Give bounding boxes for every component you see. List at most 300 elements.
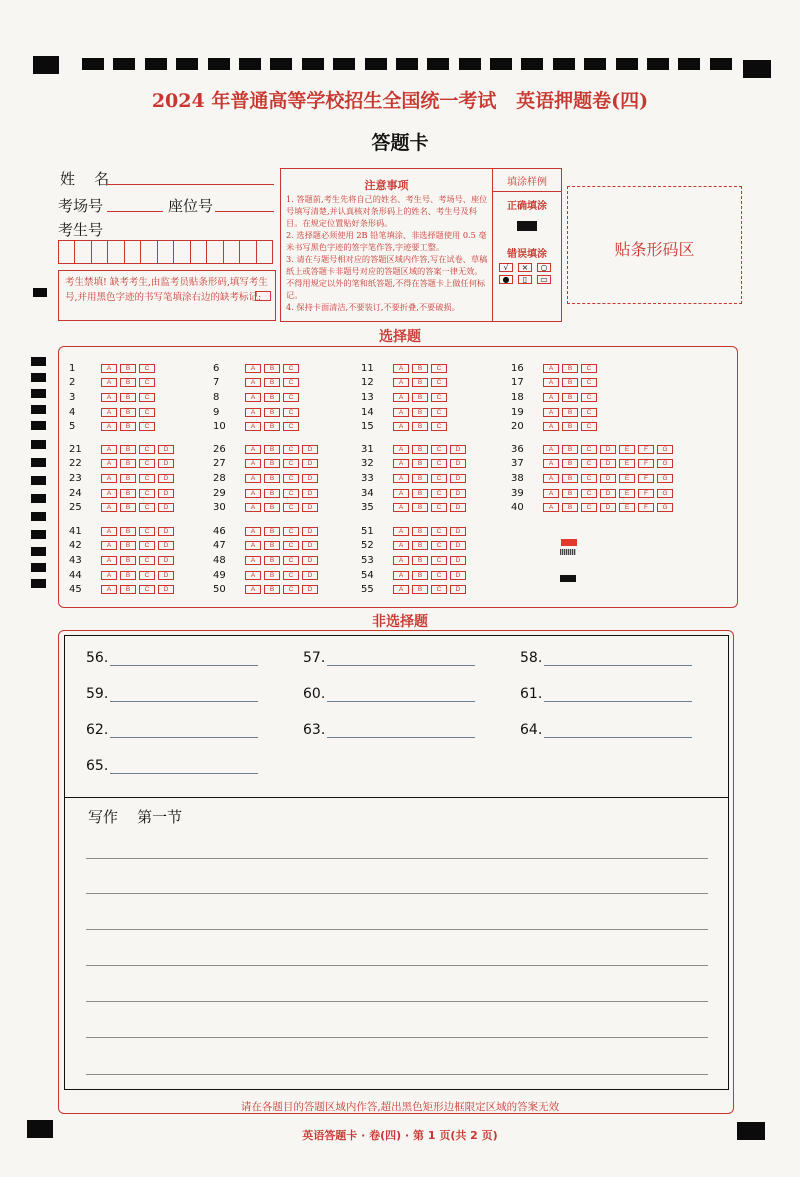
room-field[interactable] — [107, 211, 163, 212]
answer-bubble-d[interactable]: D — [302, 585, 318, 594]
mcq-group — [511, 442, 676, 515]
mcq-question — [213, 442, 321, 457]
answer-bubble-g[interactable]: G — [657, 489, 673, 498]
answer-bubble-c[interactable]: C — [581, 422, 597, 431]
answer-bubble-a[interactable]: A — [245, 503, 261, 512]
answer-bubble-a[interactable]: A — [245, 378, 261, 387]
answer-bubble-a[interactable]: A — [543, 489, 559, 498]
answer-bubble-b[interactable]: B — [264, 393, 280, 402]
answer-bubble-c[interactable]: C — [431, 503, 447, 512]
answer-bubble-b[interactable]: B — [264, 503, 280, 512]
writing-line[interactable] — [86, 1074, 708, 1075]
answer-bubble-d[interactable]: D — [450, 556, 466, 565]
answer-bubble-a[interactable]: A — [393, 541, 409, 550]
answer-bubble-b[interactable]: B — [412, 378, 428, 387]
answer-bubble-a[interactable]: A — [393, 445, 409, 454]
answer-bubble-a[interactable]: A — [245, 459, 261, 468]
answer-bubble-c[interactable]: C — [283, 571, 299, 580]
answer-bubble-b[interactable]: B — [264, 541, 280, 550]
answer-bubble-d[interactable]: D — [158, 541, 174, 550]
answer-bubble-a[interactable]: A — [393, 474, 409, 483]
answer-bubble-c[interactable]: C — [431, 571, 447, 580]
answer-bubble-a[interactable]: A — [101, 378, 117, 387]
answer-bubble-b[interactable]: B — [412, 408, 428, 417]
answer-bubble-a[interactable]: A — [101, 364, 117, 373]
question-number: 18 — [511, 391, 524, 403]
mcq-question — [361, 376, 450, 391]
id-digit-cell[interactable] — [59, 241, 75, 263]
mcq-question — [511, 405, 600, 420]
answer-bubble-c[interactable]: C — [431, 408, 447, 417]
answer-bubble-d[interactable]: D — [450, 489, 466, 498]
answer-bubble-c[interactable]: C — [581, 445, 597, 454]
answer-bubble-a[interactable]: A — [393, 422, 409, 431]
mcq-question — [69, 390, 158, 405]
answer-bubble-a[interactable]: A — [543, 422, 559, 431]
answer-bubble-c[interactable]: C — [283, 527, 299, 536]
answer-bubble-a[interactable]: A — [543, 474, 559, 483]
answer-bubble-c[interactable]: C — [581, 474, 597, 483]
answer-bubble-a[interactable]: A — [543, 378, 559, 387]
answer-bubble-d[interactable]: D — [600, 489, 616, 498]
answer-bubble-d[interactable]: D — [158, 459, 174, 468]
timing-mark — [31, 373, 46, 382]
timing-mark — [31, 494, 46, 503]
answer-bubble-c[interactable]: C — [139, 571, 155, 580]
answer-bubble-c[interactable]: C — [431, 445, 447, 454]
answer-bubble-c[interactable]: C — [283, 408, 299, 417]
answer-bubble-a[interactable]: A — [101, 489, 117, 498]
answer-bubble-c[interactable]: C — [139, 489, 155, 498]
answer-bubble-a[interactable]: A — [393, 527, 409, 536]
answer-bubble-a[interactable]: A — [245, 364, 261, 373]
answer-bubble-c[interactable]: C — [431, 527, 447, 536]
answer-bubble-c[interactable]: C — [139, 527, 155, 536]
name-field[interactable] — [106, 184, 274, 185]
answer-bubble-d[interactable]: D — [302, 541, 318, 550]
answer-bubble-a[interactable]: A — [101, 393, 117, 402]
blank-answer-line[interactable] — [110, 701, 258, 702]
answer-bubble-a[interactable]: A — [393, 585, 409, 594]
answer-bubble-d[interactable]: D — [302, 489, 318, 498]
mcq-question — [213, 524, 321, 539]
question-number: 11 — [361, 362, 374, 374]
answer-bubble-e[interactable]: E — [619, 459, 635, 468]
answer-bubble-a[interactable]: A — [245, 571, 261, 580]
answer-bubble-b[interactable]: B — [120, 422, 136, 431]
answer-bubble-c[interactable]: C — [139, 541, 155, 550]
answer-bubble-b[interactable]: B — [120, 474, 136, 483]
answer-bubble-b[interactable]: B — [120, 459, 136, 468]
writing-line[interactable] — [86, 893, 708, 894]
name-label: 姓 名 — [60, 170, 110, 188]
answer-bubble-b[interactable]: B — [412, 503, 428, 512]
answer-bubble-c[interactable]: C — [581, 393, 597, 402]
answer-bubble-c[interactable]: C — [431, 585, 447, 594]
answer-bubble-c[interactable]: C — [283, 445, 299, 454]
answer-bubble-a[interactable]: A — [245, 585, 261, 594]
writing-line[interactable] — [86, 858, 708, 859]
timing-mark — [31, 476, 46, 485]
absent-warning-box — [58, 270, 276, 321]
answer-bubble-b[interactable]: B — [412, 541, 428, 550]
id-digit-cell[interactable] — [257, 241, 272, 263]
answer-bubble-b[interactable]: B — [120, 556, 136, 565]
answer-bubble-b[interactable]: B — [264, 489, 280, 498]
writing-title: 写作 第一节 — [88, 808, 183, 826]
answer-bubble-c[interactable]: C — [283, 503, 299, 512]
mcq-group — [361, 442, 469, 515]
mcq-question — [361, 539, 469, 554]
question-number: 48 — [213, 554, 226, 566]
id-digit-cell[interactable] — [240, 241, 256, 263]
answer-bubble-b[interactable]: B — [412, 489, 428, 498]
seat-field[interactable] — [215, 211, 274, 212]
answer-bubble-a[interactable]: A — [245, 541, 261, 550]
question-number: 46 — [213, 525, 226, 537]
answer-bubble-b[interactable]: B — [264, 474, 280, 483]
answer-bubble-c[interactable]: C — [581, 503, 597, 512]
answer-bubble-d[interactable]: D — [158, 503, 174, 512]
answer-bubble-c[interactable]: C — [431, 422, 447, 431]
answer-bubble-c[interactable]: C — [581, 364, 597, 373]
notice-item: 3. 请在与题号相对应的答题区域内作答,写在试卷、草稿纸上或答题卡非题号对应的答题区域的答案一律无效。不得用规定以外的笔和纸答题,不得在答题卡上做任何标记。 — [286, 254, 488, 300]
answer-bubble-c[interactable]: C — [139, 445, 155, 454]
question-number: 26 — [213, 443, 226, 455]
mcq-question — [213, 376, 302, 391]
mcq-question — [213, 539, 321, 554]
answer-bubble-d[interactable]: D — [158, 585, 174, 594]
answer-bubble-b[interactable]: B — [264, 364, 280, 373]
id-digit-cell[interactable] — [125, 241, 141, 263]
blank-answer-line[interactable] — [544, 701, 692, 702]
answer-bubble-c[interactable]: C — [283, 459, 299, 468]
answer-bubble-d[interactable]: D — [600, 474, 616, 483]
answer-bubble-c[interactable]: C — [431, 393, 447, 402]
answer-bubble-b[interactable]: B — [562, 378, 578, 387]
answer-bubble-d[interactable]: D — [158, 556, 174, 565]
question-number: 23 — [69, 472, 82, 484]
answer-bubble-c[interactable]: C — [283, 364, 299, 373]
id-digit-cell[interactable] — [191, 241, 207, 263]
answer-bubble-c[interactable]: C — [581, 408, 597, 417]
answer-bubble-a[interactable]: A — [101, 445, 117, 454]
answer-bubble-d[interactable]: D — [450, 503, 466, 512]
answer-bubble-f[interactable]: F — [638, 474, 654, 483]
blank-number: 58. — [520, 650, 543, 666]
id-digit-cell[interactable] — [75, 241, 91, 263]
answer-bubble-c[interactable]: C — [431, 378, 447, 387]
absent-mark-box[interactable] — [255, 291, 271, 301]
answer-bubble-b[interactable]: B — [120, 445, 136, 454]
mcq-question — [511, 486, 676, 501]
wrong-fill-label: 错误填涂 — [507, 249, 547, 260]
writing-line[interactable] — [86, 929, 708, 930]
answer-bubble-a[interactable]: A — [101, 585, 117, 594]
answer-bubble-d[interactable]: D — [158, 489, 174, 498]
answer-bubble-b[interactable]: B — [412, 445, 428, 454]
answer-bubble-d[interactable]: D — [450, 585, 466, 594]
writing-line[interactable] — [86, 1037, 708, 1038]
answer-bubble-g[interactable]: G — [657, 474, 673, 483]
answer-bubble-b[interactable]: B — [264, 556, 280, 565]
answer-bubble-f[interactable]: F — [638, 503, 654, 512]
id-digit-cell[interactable] — [174, 241, 190, 263]
writing-line[interactable] — [86, 965, 708, 966]
barcode-label: 贴条形码区 — [614, 240, 695, 259]
question-number: 10 — [213, 421, 226, 433]
answer-bubble-c[interactable]: C — [139, 408, 155, 417]
answer-bubble-a[interactable]: A — [543, 393, 559, 402]
blank-answer-line[interactable] — [110, 665, 258, 666]
answer-bubble-a[interactable]: A — [245, 474, 261, 483]
answer-bubble-d[interactable]: D — [450, 445, 466, 454]
answer-bubble-a[interactable]: A — [245, 393, 261, 402]
id-digit-cell[interactable] — [207, 241, 223, 263]
mcq-question — [361, 486, 469, 501]
question-number: 19 — [511, 406, 524, 418]
answer-bubble-b[interactable]: B — [120, 503, 136, 512]
answer-bubble-b[interactable]: B — [264, 445, 280, 454]
answer-bubble-d[interactable]: D — [302, 445, 318, 454]
answer-bubble-c[interactable]: C — [139, 503, 155, 512]
answer-bubble-b[interactable]: B — [264, 459, 280, 468]
answer-bubble-b[interactable]: B — [562, 393, 578, 402]
answer-bubble-c[interactable]: C — [139, 459, 155, 468]
answer-bubble-d[interactable]: D — [302, 503, 318, 512]
answer-bubble-c[interactable]: C — [139, 585, 155, 594]
answer-bubble-b[interactable]: B — [412, 474, 428, 483]
answer-bubble-a[interactable]: A — [101, 571, 117, 580]
mcq-question — [361, 457, 469, 472]
answer-bubble-e[interactable]: E — [619, 474, 635, 483]
blank-answer-line[interactable] — [544, 737, 692, 738]
answer-bubble-e[interactable]: E — [619, 445, 635, 454]
answer-bubble-a[interactable]: A — [101, 408, 117, 417]
answer-bubble-c[interactable]: C — [431, 474, 447, 483]
mcq-question — [361, 471, 469, 486]
blank-number: 65. — [86, 758, 109, 774]
answer-bubble-a[interactable]: A — [393, 378, 409, 387]
answer-bubble-a[interactable]: A — [245, 556, 261, 565]
answer-bubble-b[interactable]: B — [412, 393, 428, 402]
answer-bubble-a[interactable]: A — [393, 408, 409, 417]
answer-bubble-b[interactable]: B — [412, 571, 428, 580]
answer-bubble-b[interactable]: B — [412, 364, 428, 373]
answer-bubble-a[interactable]: A — [101, 459, 117, 468]
answer-bubble-g[interactable]: G — [657, 503, 673, 512]
answer-bubble-a[interactable]: A — [101, 556, 117, 565]
sheet-title: 答题卡 — [371, 132, 429, 154]
answer-bubble-a[interactable]: A — [101, 422, 117, 431]
absent-warning-text: 考生禁填! 缺考考生,由监考员贴条形码,填写考生号,并用黑色字迹的书写笔填涂右边的缺考标记; — [65, 277, 268, 303]
answer-bubble-b[interactable]: B — [562, 503, 578, 512]
answer-bubble-a[interactable]: A — [543, 445, 559, 454]
answer-bubble-b[interactable]: B — [120, 393, 136, 402]
id-digit-cell[interactable] — [92, 241, 108, 263]
answer-bubble-a[interactable]: A — [393, 393, 409, 402]
answer-bubble-c[interactable]: C — [139, 556, 155, 565]
answer-bubble-b[interactable]: B — [264, 422, 280, 431]
mcq-question — [213, 390, 302, 405]
mcq-question — [213, 500, 321, 515]
answer-bubble-d[interactable]: D — [450, 541, 466, 550]
mcq-question — [69, 361, 158, 376]
timing-mark — [31, 530, 46, 539]
answer-bubble-c[interactable]: C — [283, 422, 299, 431]
answer-bubble-d[interactable]: D — [450, 571, 466, 580]
mcq-question — [213, 486, 321, 501]
answer-bubble-d[interactable]: D — [600, 445, 616, 454]
answer-bubble-c[interactable]: C — [431, 541, 447, 550]
answer-bubble-d[interactable]: D — [302, 474, 318, 483]
answer-bubble-a[interactable]: A — [245, 422, 261, 431]
answer-bubble-d[interactable]: D — [450, 459, 466, 468]
answer-bubble-f[interactable]: F — [638, 445, 654, 454]
answer-bubble-d[interactable]: D — [302, 527, 318, 536]
answer-bubble-g[interactable]: G — [657, 445, 673, 454]
answer-bubble-a[interactable]: A — [393, 364, 409, 373]
mcq-question — [213, 471, 321, 486]
answer-bubble-c[interactable]: C — [139, 378, 155, 387]
answer-bubble-f[interactable]: F — [638, 459, 654, 468]
answer-bubble-e[interactable]: E — [619, 503, 635, 512]
answer-bubble-c[interactable]: C — [431, 459, 447, 468]
answer-bubble-e[interactable]: E — [619, 489, 635, 498]
mcq-question — [361, 405, 450, 420]
blank-answer-line[interactable] — [327, 701, 475, 702]
blank-answer-line[interactable] — [327, 737, 475, 738]
answer-bubble-a[interactable]: A — [101, 527, 117, 536]
answer-bubble-b[interactable]: B — [562, 422, 578, 431]
answer-bubble-c[interactable]: C — [139, 393, 155, 402]
blank-answer-line[interactable] — [544, 665, 692, 666]
answer-bubble-b[interactable]: B — [562, 445, 578, 454]
id-digit-cell[interactable] — [224, 241, 240, 263]
answer-bubble-d[interactable]: D — [158, 527, 174, 536]
answer-bubble-d[interactable]: D — [158, 571, 174, 580]
blank-number: 61. — [520, 686, 543, 702]
mcq-question — [361, 419, 450, 434]
answer-bubble-a[interactable]: A — [245, 408, 261, 417]
answer-bubble-a[interactable]: A — [101, 541, 117, 550]
answer-bubble-d[interactable]: D — [600, 503, 616, 512]
answer-bubble-b[interactable]: B — [264, 408, 280, 417]
answer-bubble-d[interactable]: D — [158, 445, 174, 454]
id-digit-cell[interactable] — [108, 241, 124, 263]
blank-answer-line[interactable] — [110, 737, 258, 738]
answer-bubble-a[interactable]: A — [393, 489, 409, 498]
mcq-panel — [58, 346, 738, 608]
blank-answer-line[interactable] — [110, 773, 258, 774]
id-digit-cell[interactable] — [141, 241, 157, 263]
answer-bubble-b[interactable]: B — [412, 556, 428, 565]
answer-bubble-c[interactable]: C — [283, 393, 299, 402]
answer-bubble-a[interactable]: A — [245, 445, 261, 454]
answer-bubble-b[interactable]: B — [120, 571, 136, 580]
answer-bubble-a[interactable]: A — [543, 459, 559, 468]
answer-bubble-b[interactable]: B — [120, 364, 136, 373]
answer-bubble-b[interactable]: B — [412, 527, 428, 536]
answer-bubble-d[interactable]: D — [302, 571, 318, 580]
answer-bubble-c[interactable]: C — [283, 585, 299, 594]
answer-bubble-b[interactable]: B — [412, 585, 428, 594]
answer-bubble-a[interactable]: A — [393, 459, 409, 468]
answer-bubble-d[interactable]: D — [450, 474, 466, 483]
answer-bubble-a[interactable]: A — [543, 364, 559, 373]
answer-bubble-a[interactable]: A — [543, 503, 559, 512]
answer-bubble-a[interactable]: A — [393, 503, 409, 512]
answer-bubble-c[interactable]: C — [283, 489, 299, 498]
id-digit-cell[interactable] — [158, 241, 174, 263]
question-number: 53 — [361, 554, 374, 566]
mcq-question — [511, 361, 600, 376]
mcq-group — [69, 524, 177, 597]
answer-bubble-d[interactable]: D — [600, 459, 616, 468]
answer-bubble-c[interactable]: C — [581, 489, 597, 498]
answer-bubble-b[interactable]: B — [264, 527, 280, 536]
answer-bubble-b[interactable]: B — [120, 527, 136, 536]
answer-bubble-d[interactable]: D — [450, 527, 466, 536]
answer-bubble-b[interactable]: B — [120, 489, 136, 498]
answer-bubble-c[interactable]: C — [283, 474, 299, 483]
answer-bubble-a[interactable]: A — [101, 503, 117, 512]
answer-bubble-c[interactable]: C — [139, 474, 155, 483]
writing-line[interactable] — [86, 1001, 708, 1002]
answer-bubble-c[interactable]: C — [283, 541, 299, 550]
answer-bubble-b[interactable]: B — [264, 378, 280, 387]
answer-bubble-d[interactable]: D — [158, 474, 174, 483]
answer-bubble-b[interactable]: B — [120, 378, 136, 387]
answer-bubble-c[interactable]: C — [283, 556, 299, 565]
answer-bubble-c[interactable]: C — [283, 378, 299, 387]
answer-bubble-b[interactable]: B — [562, 459, 578, 468]
answer-bubble-b[interactable]: B — [562, 364, 578, 373]
answer-bubble-c[interactable]: C — [581, 378, 597, 387]
answer-bubble-b[interactable]: B — [412, 422, 428, 431]
answer-bubble-c[interactable]: C — [139, 422, 155, 431]
answer-bubble-b[interactable]: B — [412, 459, 428, 468]
answer-bubble-b[interactable]: B — [264, 571, 280, 580]
answer-bubble-d[interactable]: D — [302, 556, 318, 565]
answer-bubble-a[interactable]: A — [393, 556, 409, 565]
answer-bubble-b[interactable]: B — [264, 585, 280, 594]
answer-bubble-b[interactable]: B — [562, 489, 578, 498]
answer-bubble-a[interactable]: A — [245, 527, 261, 536]
answer-bubble-d[interactable]: D — [302, 459, 318, 468]
answer-bubble-c[interactable]: C — [431, 364, 447, 373]
question-number: 37 — [511, 458, 524, 470]
blank-answer-line[interactable] — [327, 665, 475, 666]
answer-bubble-b[interactable]: B — [120, 408, 136, 417]
answer-bubble-a[interactable]: A — [393, 571, 409, 580]
candidate-id-grid[interactable] — [58, 240, 273, 264]
answer-bubble-b[interactable]: B — [120, 585, 136, 594]
answer-bubble-a[interactable]: A — [543, 408, 559, 417]
answer-bubble-a[interactable]: A — [101, 474, 117, 483]
answer-bubble-c[interactable]: C — [431, 489, 447, 498]
answer-bubble-b[interactable]: B — [562, 474, 578, 483]
answer-bubble-b[interactable]: B — [562, 408, 578, 417]
answer-bubble-c[interactable]: C — [431, 556, 447, 565]
answer-bubble-f[interactable]: F — [638, 489, 654, 498]
notice-item: 4. 保持卡面清洁,不要装订,不要折叠,不要破损。 — [286, 302, 460, 312]
answer-bubble-b[interactable]: B — [120, 541, 136, 550]
answer-bubble-g[interactable]: G — [657, 459, 673, 468]
answer-bubble-c[interactable]: C — [581, 459, 597, 468]
answer-bubble-c[interactable]: C — [139, 364, 155, 373]
answer-bubble-a[interactable]: A — [245, 489, 261, 498]
